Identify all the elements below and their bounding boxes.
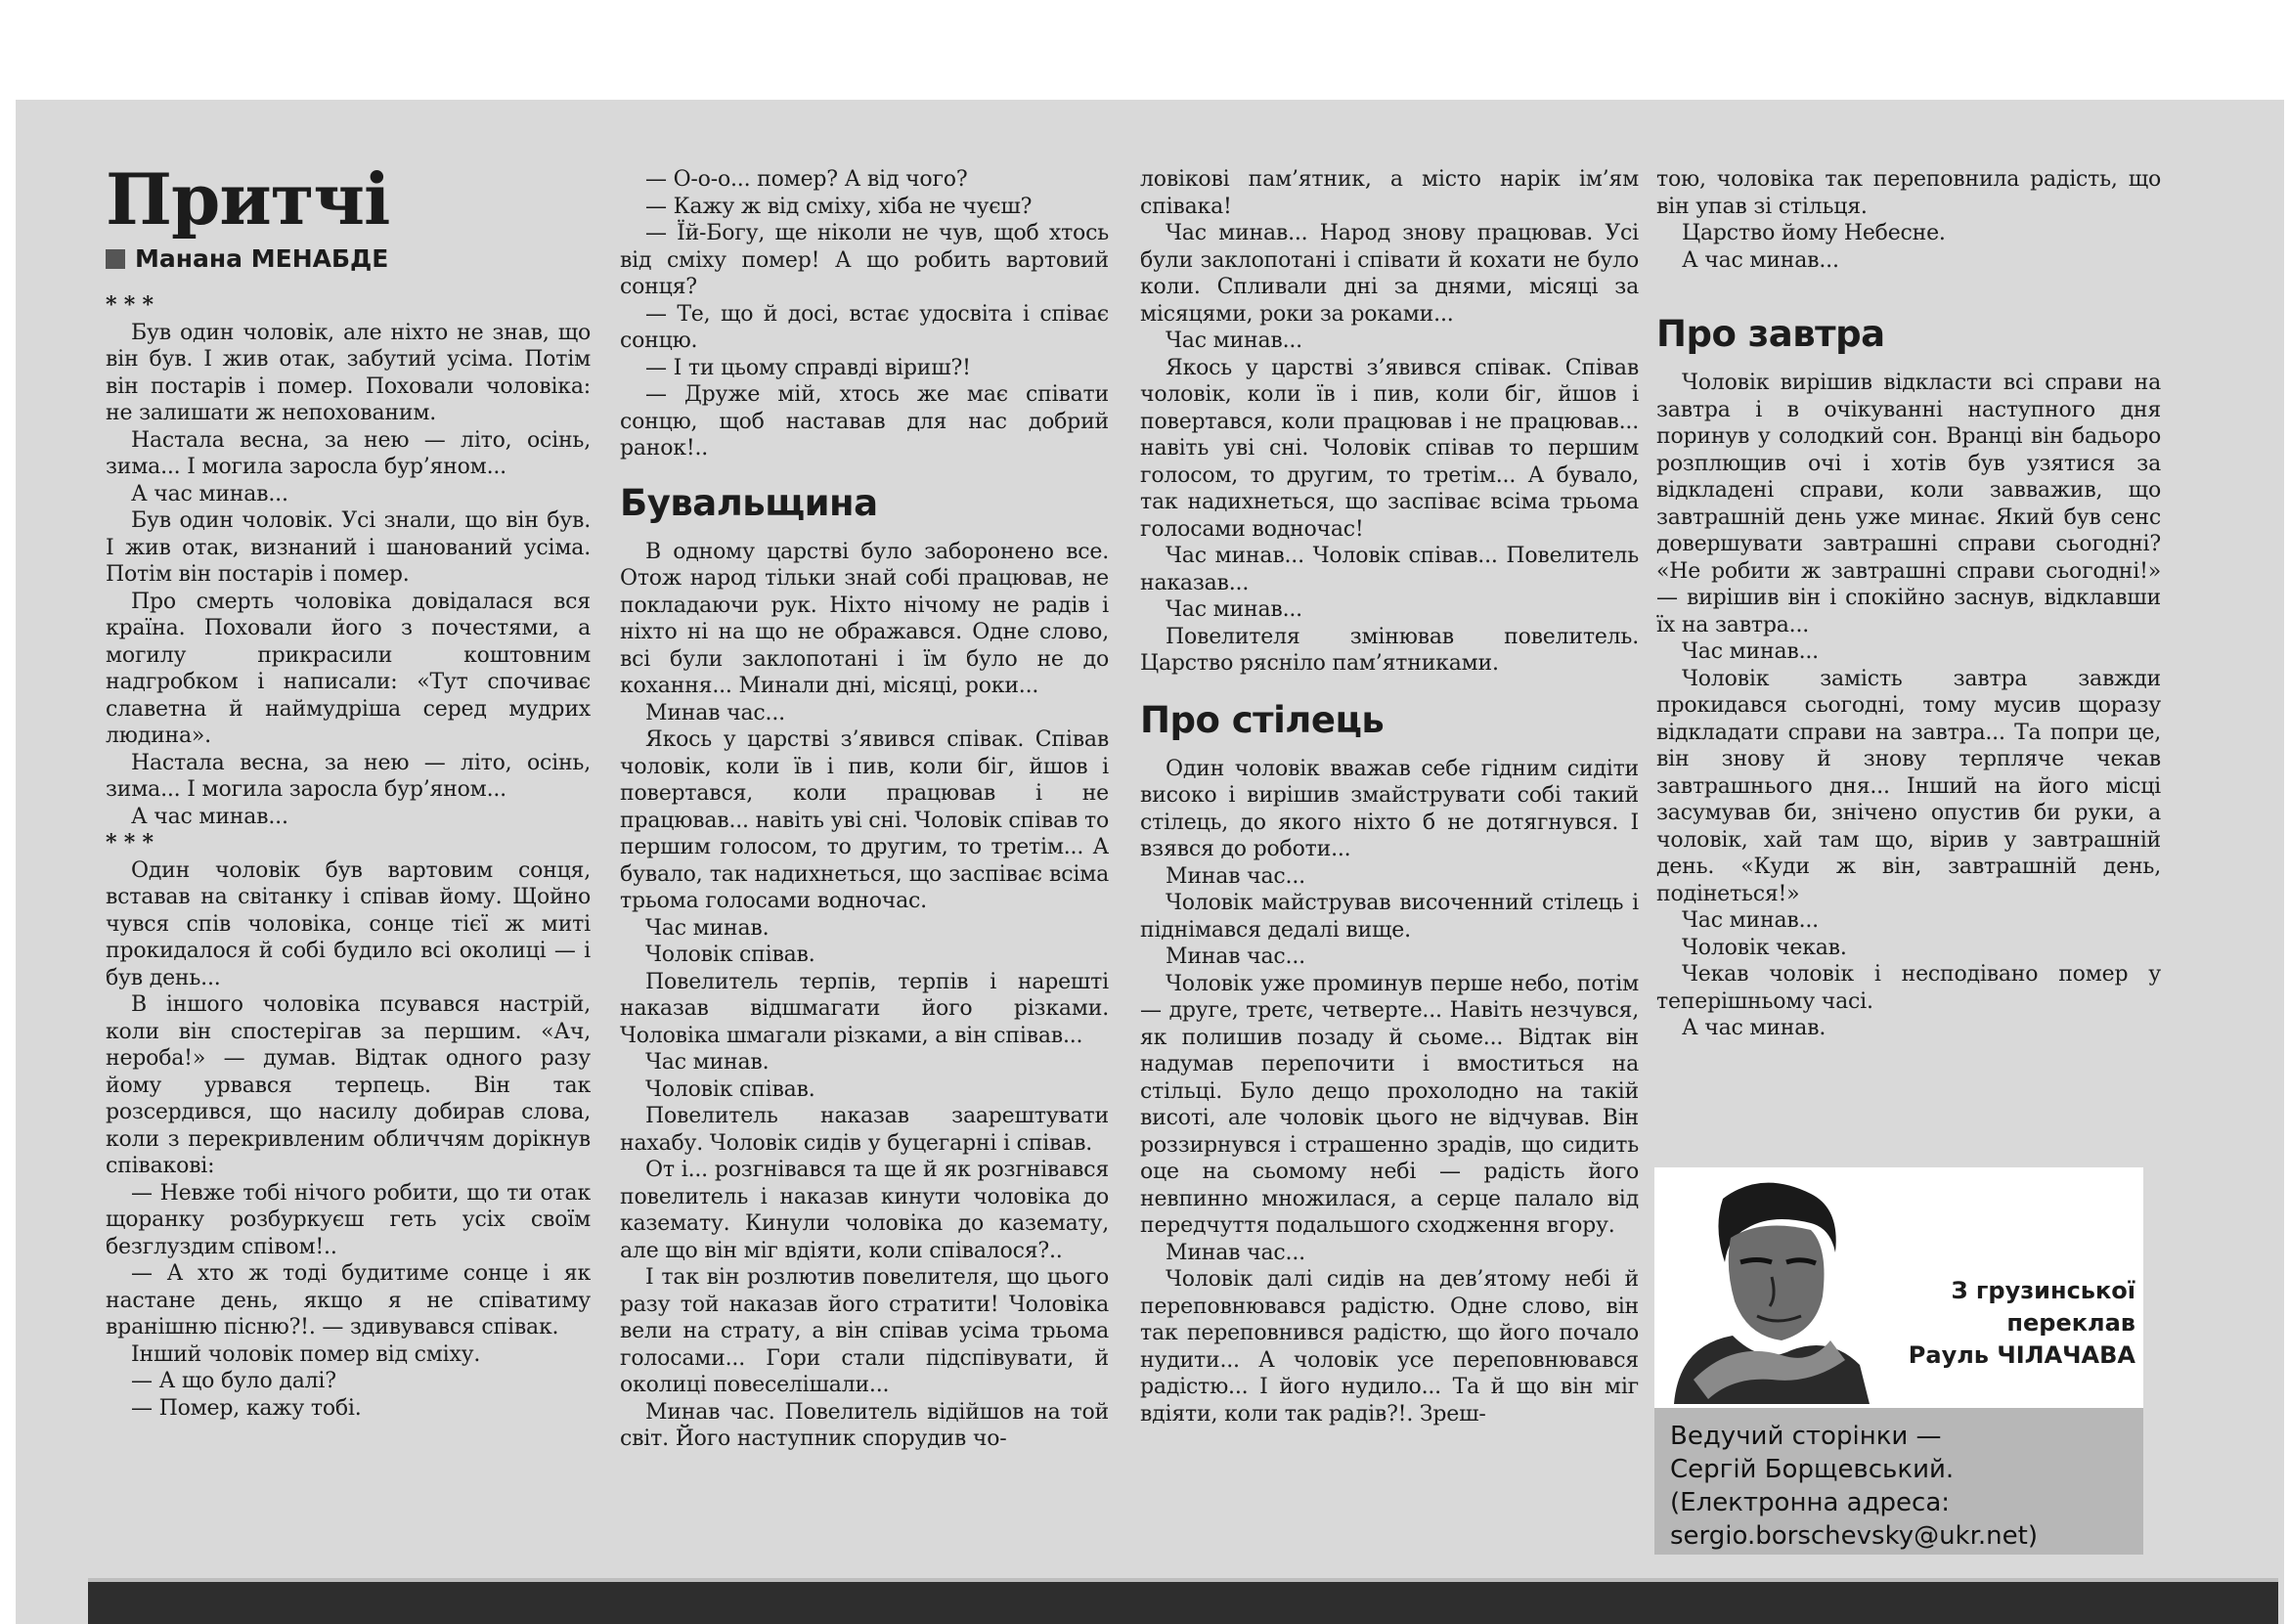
paragraph: Чоловік далі сидів на дев’ятому небі й переповнювався радістю. Одне слово, він так переповнився радістю, що його почало нудити... А чоловік усе переповнювався радістю... І його нудило... Та й що він міг вдіяти, коли так радів?!. Зреш- xyxy=(1140,1267,1639,1426)
host-line: Ведучий сторінки — xyxy=(1670,1422,1942,1451)
paragraph: Час минав... xyxy=(1682,639,1819,664)
paragraph: А час минав... xyxy=(131,481,288,506)
paragraph: — Їй-Богу, ще ніколи не чув, щоб хтось від сміху помер! А що робить вартовий сонця? xyxy=(620,221,1109,299)
paragraph: Інший чоловік помер від сміху. xyxy=(131,1341,481,1367)
paragraph: — Невже тобі нічого робити, що ти отак щоранку розбуркуєш геть усіх своїм безглуздим співом!.. xyxy=(106,1180,591,1259)
credit-line: переклав xyxy=(2006,1309,2135,1337)
paragraph: Якось у царстві з’явився співак. Співав чоловік, коли їв і пив, коли біг, йшов і повертався, коли працював і не працював... навіть уві сні. Чоловік співав то першим голосом, то другим, то третім... А бувало, так надихнеться, що заспіває всіма трьома голосами водночас. xyxy=(620,727,1109,913)
paragraph: — Кажу ж від сміху, хіба не чуєш? xyxy=(645,194,1033,219)
section-heading: Про завтра xyxy=(1656,313,1885,355)
column-4 xyxy=(1656,166,2161,1042)
page-host-box xyxy=(1654,1408,2143,1555)
paragraph: Час минав. xyxy=(645,915,770,941)
paragraph: Один чоловік вважав себе гідним сидіти високо і вирішив змайструвати собі такий стілець, до якого ніхто б не дотягнувся. І взявся до роботи... xyxy=(1140,756,1639,861)
paragraph: Настала весна, за нею — літо, осінь, зима... І могила заросла бур’яном... xyxy=(106,427,591,479)
translator-portrait xyxy=(1664,1169,1870,1404)
paragraph: Чоловік співав. xyxy=(645,1076,815,1102)
paragraph: Час минав... Чоловік співав... Повелитель наказав... xyxy=(1140,544,1639,595)
credit-line: З грузинської xyxy=(1951,1277,2135,1304)
square-bullet-icon xyxy=(106,249,125,269)
paragraph: Час минав... xyxy=(1682,908,1819,933)
paragraph: Повелитель наказав заарештувати нахабу. Чоловік сидів у буцегарні і співав. xyxy=(620,1104,1109,1156)
paragraph: Минав час... xyxy=(1166,1240,1305,1265)
paragraph: Чоловік уже проминув перше небо, потім — друге, третє, четверте... Навіть незчувся, як полишив позаду й сьоме... Відтак він надумав перепочити і вмоститься на стільці. Було дещо прохолодно на такій висоті, але чоловік цього не відчував. Він роззирнувся і страшенно зрадів, що сидить оце на сьомому небі — радість його невпинно множилася, а серце палало від передчуття подальшого сходження вгору. xyxy=(1140,971,1639,1238)
paragraph: Чоловік замість завтра завжди прокидався сьогодні, тому мусив щоразу відкладати справи на завтра... Та попри це, він знову й знову терпляче чекав завтрашнього дня... Інший на його місці засумував би, знічено опустив би руки, а чоловік, хай там що, вірив у завтрашній день. «Куди ж він, завтрашній день, подінеться!» xyxy=(1656,666,2161,906)
paragraph: В іншого чоловіка псувався настрій, коли він спостерігав за першим. «Ач, нероба!» — думав. Відтак одного разу йому урвався терпець. Він так розсердився, що насилу добирав слова, коли з перекривленим обличчям дорікнув співакові: xyxy=(106,992,591,1178)
paragraph: Минав час... xyxy=(645,700,785,725)
paragraph: тою, чоловіка так переповнила радість, що він упав зі стільця. xyxy=(1656,167,2161,219)
host-email: sergio.borschevsky@ukr.net) xyxy=(1670,1521,2038,1551)
translator-credit xyxy=(1909,1275,2135,1372)
host-line: Сергій Борщевський. xyxy=(1670,1455,1955,1484)
section-separator: * * * xyxy=(106,830,154,856)
paragraph: Час минав... xyxy=(1166,597,1302,622)
paragraph: От і... розгнівався та ще й як розгнівався повелитель і наказав кинути чоловіка до каземату. Кинули чоловіка до каземату, але що він міг вдіяти, коли співалося?.. xyxy=(620,1158,1109,1263)
paragraph: Про смерть чоловіка довідалася вся країна. Поховали його з почестями, а могилу прикрасили коштовним надгробком і написали: «Тут спочиває славетна й наймудріша серед мудрих людина». xyxy=(106,589,591,748)
page-title: Притчі xyxy=(106,157,390,241)
paragraph: — А хто ж тоді будитиме сонце і як настане день, якщо я не співатиму вранішню пісню?!. — здивувався співак. xyxy=(106,1261,591,1339)
paragraph: І так він розлютив повелителя, що цього разу той наказав його стратити! Чоловіка вели на страту, а він співав усіма трьома голосами... Гори стали підспівувати, й околиці повеселішали... xyxy=(620,1265,1109,1397)
paragraph: Був один чоловік, але ніхто не знав, що він був. І жив отак, забутий усіма. Потім він постарів і помер. Поховали чоловіка: не залишати ж непохованим. xyxy=(106,320,591,425)
paragraph: А час минав... xyxy=(1682,247,1839,273)
host-line: (Електронна адреса: xyxy=(1670,1488,1951,1517)
paragraph: А час минав. xyxy=(1682,1016,1827,1040)
paragraph: — А що було далі? xyxy=(131,1369,336,1393)
column-1 xyxy=(106,158,591,1422)
author-name: Манана МЕНАБДЕ xyxy=(135,244,389,273)
bottom-band xyxy=(88,1582,2278,1624)
paragraph: Час минав... Народ знову працював. Усі були заклопотані і співати й кохати не було коли. Спливали дні за днями, місяці за місяцями, роки за роками... xyxy=(1140,221,1639,327)
photo-panel xyxy=(1654,1167,2143,1408)
paragraph: Минав час. Повелитель відійшов на той світ. Його наступник спорудив чо- xyxy=(620,1399,1109,1451)
paragraph: ловікові пам’ятник, а місто нарік ім’ям співака! xyxy=(1140,167,1639,219)
paragraph: В одному царстві було заборонено все. Отож народ тільки знай собі працював, не покладаючи рук. Ніхто нічому не радів і ніхто ні на що не ображався. Одне слово, всі були заклопотані і їм було не до кохання... Минали дні, місяці, роки... xyxy=(620,539,1109,698)
paragraph: Один чоловік був вартовим сонця, вставав на світанку і співав йому. Щойно чувся спів чоловіка, сонце тієї ж миті прокидалося й собі будило всі околиці — і був день... xyxy=(106,857,591,990)
paragraph: Чоловік вирішив відкласти всі справи на завтра і в очікуванні наступного дня поринув у солодкий сон. Вранці він бадьоро розплющив очі і хотів був узятися за відкладені справи, коли завважив, що завтрашній день уже минає. Який був сенс довершувати завтрашні справи сьогодні? «Не робити ж завтрашні справи сьогодні!» — вирішив він і спокійно заснув, відклавши їх на завтра... xyxy=(1656,371,2161,637)
paragraph: Повелитель терпів, терпів і нарешті наказав відшмагати його різками. Чоловіка шмагали різками, а він співав... xyxy=(620,969,1109,1048)
paragraph: Чекав чоловік і несподівано помер у теперішньому часі. xyxy=(1656,962,2161,1014)
paragraph: Повелителя змінював повелитель. Царство рясніло пам’ятниками. xyxy=(1140,624,1639,676)
paragraph: Чоловік чекав. xyxy=(1682,935,1847,960)
paragraph: Якось у царстві з’явився співак. Співав чоловік, коли їв і пив, коли біг, йшов і повертався, коли працював і не працював... навіть уві сні. Чоловік співав то першим голосом, то другим, то третім... А бувало, так надихнеться, що заспіває всіма трьома голосами водночас! xyxy=(1140,355,1639,542)
section-heading: Про стілець xyxy=(1140,698,1385,741)
paragraph: Царство йому Небесне. xyxy=(1682,221,1946,245)
column-2 xyxy=(620,166,1109,1453)
paragraph: Минав час... xyxy=(1166,944,1305,969)
translator-block xyxy=(1654,1167,2143,1408)
paragraph: Чоловік співав. xyxy=(645,943,815,967)
paragraph: — О-о-о... помер? А від чого? xyxy=(645,167,968,192)
credit-translator-name: Рауль ЧІЛАЧАВА xyxy=(1908,1341,2135,1369)
paragraph: Чоловік майстрував височенний стілець і піднімався дедалі вище. xyxy=(1140,891,1639,943)
paragraph: Час минав... xyxy=(1166,329,1302,353)
section-heading: Бувальщина xyxy=(620,481,878,524)
paragraph: — Те, що й досі, встає удосвіта і співає сонцю. xyxy=(620,301,1109,353)
paragraph: Час минав. xyxy=(645,1050,770,1075)
paragraph: Минав час... xyxy=(1166,863,1305,889)
paragraph: Був один чоловік. Усі знали, що він був. І жив отак, визнаний і шанований усіма. Потім він постарів і помер. xyxy=(106,508,591,587)
paragraph: — Друже мій, хтось же має співати сонцю, щоб наставав для нас добрий ранок!.. xyxy=(620,382,1109,461)
paragraph: — Помер, кажу тобі. xyxy=(131,1395,362,1421)
author-line xyxy=(106,244,591,273)
column-3 xyxy=(1140,166,1639,1427)
paragraph: А час минав... xyxy=(131,804,288,829)
section-separator: * * * xyxy=(106,292,154,318)
paragraph: Настала весна, за нею — літо, осінь, зима... І могила заросла бур’яном... xyxy=(106,750,591,802)
paragraph: — І ти цьому справді віриш?! xyxy=(645,355,971,380)
